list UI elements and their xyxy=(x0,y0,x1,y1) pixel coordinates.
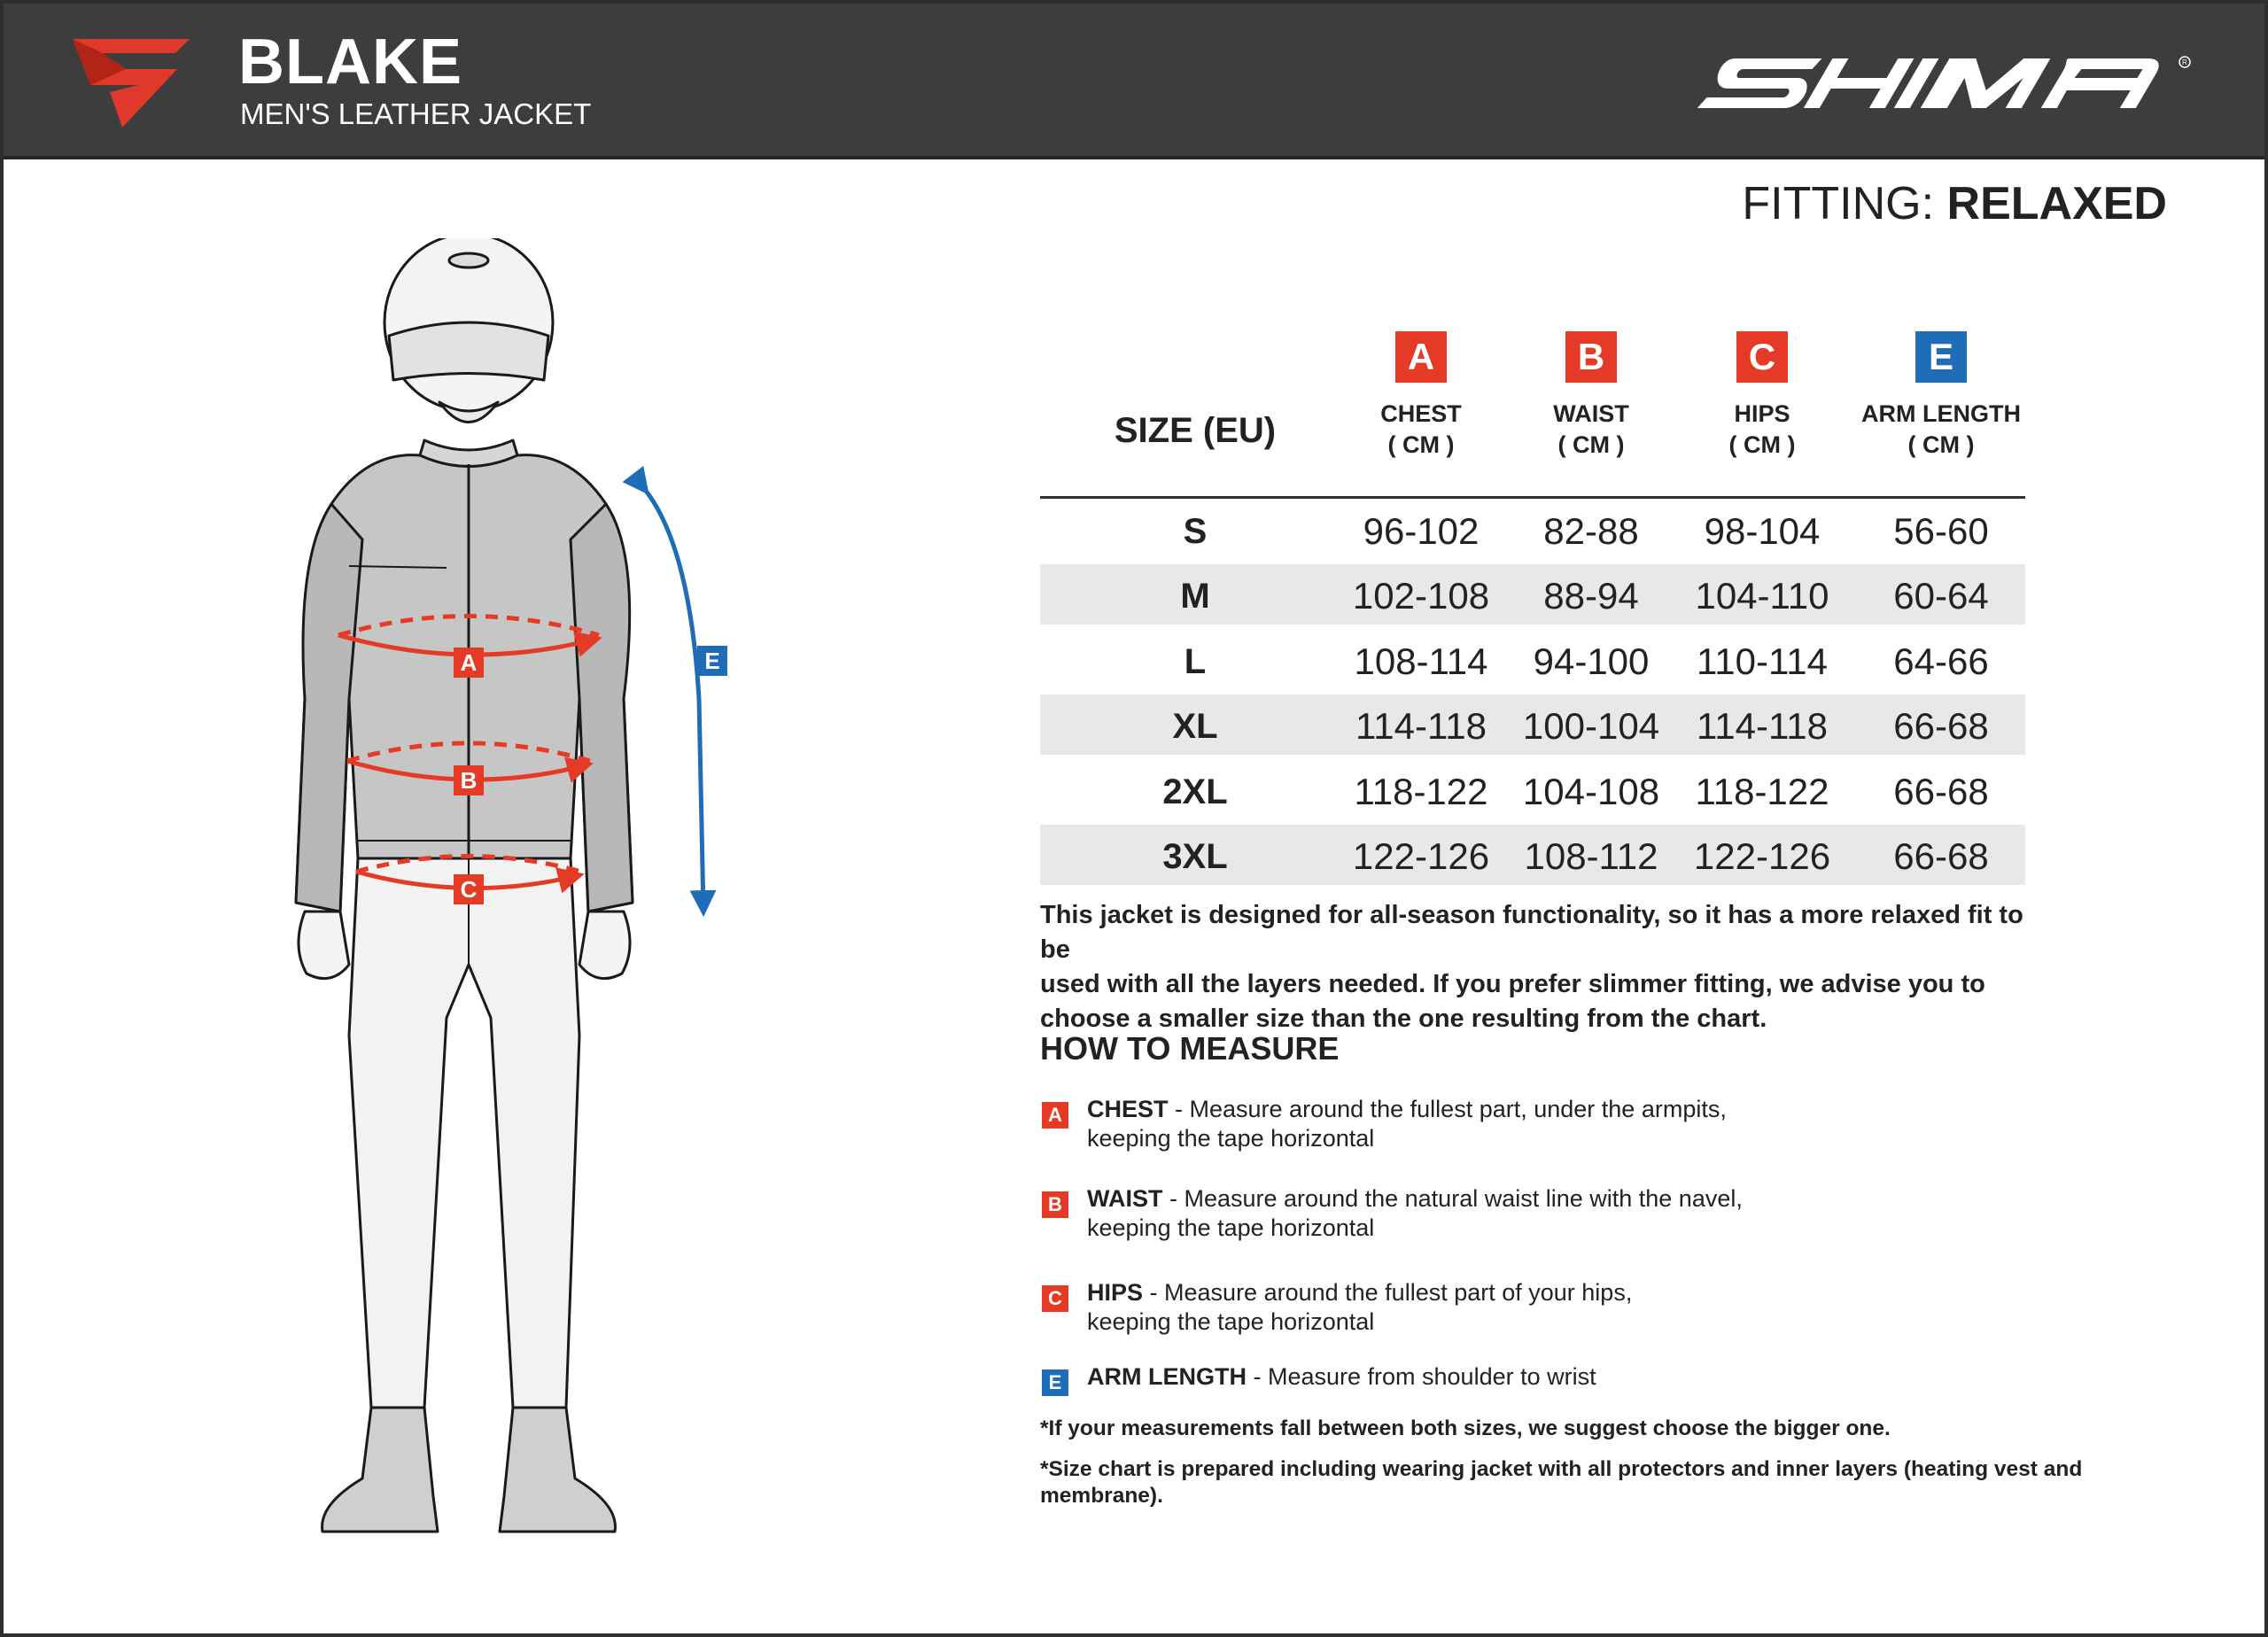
figure-marker-b: B xyxy=(460,767,478,794)
brand-mark-icon xyxy=(73,39,190,128)
arm-length-cell: 64-66 xyxy=(1893,640,1989,682)
column-letter-badge: B xyxy=(1565,331,1617,383)
step-text xyxy=(1087,1362,2008,1392)
column-header-arm-length xyxy=(1861,331,2021,461)
step-name: CHEST xyxy=(1087,1096,1169,1122)
step-name: WAIST xyxy=(1087,1185,1163,1212)
table-divider xyxy=(1040,496,2025,499)
column-unit: ( CM ) xyxy=(1907,431,1975,458)
table-row xyxy=(1040,500,2025,560)
step-desc: - Measure around the natural waist line with the navel, xyxy=(1162,1185,1743,1212)
step-name: ARM LENGTH xyxy=(1087,1363,1247,1390)
how-to-measure-title: HOW TO MEASURE xyxy=(1040,1030,1340,1067)
footnote-layers: *Size chart is prepared including wearing jacket with all protectors and inner layers (heating vest and membrane). xyxy=(1040,1457,2083,1508)
fit-note xyxy=(1040,898,2059,1036)
waist-cell: 100-104 xyxy=(1522,705,1660,747)
step-text xyxy=(1087,1095,2008,1153)
chest-cell: 96-102 xyxy=(1363,510,1480,552)
waist-cell: 82-88 xyxy=(1543,510,1639,552)
figure-marker-a: A xyxy=(460,649,478,676)
step-letter-badge: E xyxy=(1042,1369,1068,1396)
size-cell: M xyxy=(1180,577,1210,616)
step-letter-badge: C xyxy=(1042,1285,1068,1312)
hips-cell: 118-122 xyxy=(1695,771,1829,812)
hips-cell: 114-118 xyxy=(1697,705,1828,747)
column-label: CHEST xyxy=(1380,400,1462,427)
waist-cell: 88-94 xyxy=(1543,575,1639,617)
waist-cell: 108-112 xyxy=(1524,835,1658,877)
column-unit: ( CM ) xyxy=(1728,431,1796,458)
waist-cell: 94-100 xyxy=(1533,640,1650,682)
arm-length-cell: 66-68 xyxy=(1893,705,1989,747)
chest-cell: 122-126 xyxy=(1352,835,1490,877)
step-desc-2: keeping the tape horizontal xyxy=(1087,1308,1375,1335)
step-text xyxy=(1087,1278,2008,1337)
figure-marker-e: E xyxy=(704,648,720,674)
arm-length-cell: 60-64 xyxy=(1893,575,1989,617)
size-cell: 3XL xyxy=(1162,837,1228,876)
size-column-header: SIZE (EU) xyxy=(1114,411,1277,450)
fitting-label xyxy=(1742,178,2167,229)
chest-cell: 118-122 xyxy=(1354,771,1488,812)
fit-note-line: choose a smaller size than the one resulting from the chart. xyxy=(1040,1005,1767,1033)
hips-cell: 122-126 xyxy=(1693,835,1831,877)
fit-note-line: This jacket is designed for all-season functionality, so it has a more relaxed fit to be xyxy=(1040,901,2023,964)
column-label: WAIST xyxy=(1553,400,1629,427)
waist-cell: 104-108 xyxy=(1522,771,1660,812)
column-unit: ( CM ) xyxy=(1387,431,1455,458)
size-cell: 2XL xyxy=(1162,772,1228,811)
table-row xyxy=(1040,564,2025,625)
column-header-hips xyxy=(1682,331,1842,461)
column-letter-badge: C xyxy=(1736,331,1788,383)
product-name: BLAKE xyxy=(238,27,462,97)
column-unit: ( CM ) xyxy=(1557,431,1625,458)
table-row xyxy=(1040,630,2025,690)
step-letter-badge: A xyxy=(1042,1102,1068,1129)
header-bar xyxy=(4,4,2264,159)
arm-length-cell: 66-68 xyxy=(1893,771,1989,812)
step-desc: - Measure around the fullest part of your hips, xyxy=(1143,1279,1633,1306)
column-header-chest xyxy=(1341,331,1501,461)
step-name: HIPS xyxy=(1087,1279,1144,1306)
size-cell: L xyxy=(1184,642,1207,681)
hips-cell: 104-110 xyxy=(1695,575,1829,617)
column-letter-badge: A xyxy=(1395,331,1447,383)
column-letter-badge: E xyxy=(1915,331,1967,383)
table-row xyxy=(1040,825,2025,885)
column-label: HIPS xyxy=(1734,400,1790,427)
arm-length-cell: 66-68 xyxy=(1893,835,1989,877)
footnote-sizes: *If your measurements fall between both sizes, we suggest choose the bigger one. xyxy=(1040,1416,1891,1440)
fitting-prefix: FITTING: xyxy=(1742,178,1935,229)
chest-cell: 114-118 xyxy=(1355,705,1487,747)
size-cell: XL xyxy=(1172,707,1218,746)
table-header xyxy=(1040,322,2025,500)
fitting-value: RELAXED xyxy=(1946,178,2167,229)
table-row xyxy=(1040,694,2025,755)
chest-cell: 102-108 xyxy=(1352,575,1490,617)
product-subtitle: MEN'S LEATHER JACKET xyxy=(240,97,592,130)
column-label: ARM LENGTH xyxy=(1861,400,2021,427)
hips-cell: 110-114 xyxy=(1697,640,1828,682)
table-row xyxy=(1040,760,2025,820)
column-header-waist xyxy=(1511,331,1671,461)
step-text xyxy=(1087,1184,2008,1243)
shima-logo xyxy=(1696,55,2192,113)
svg-text:R: R xyxy=(2182,58,2187,66)
hips-cell: 98-104 xyxy=(1704,510,1821,552)
step-desc: - Measure from shoulder to wrist xyxy=(1246,1363,1596,1390)
arm-length-cell: 56-60 xyxy=(1893,510,1989,552)
motorcycle-rider-figure-icon xyxy=(207,238,739,1549)
step-desc-2: keeping the tape horizontal xyxy=(1087,1125,1375,1152)
size-cell: S xyxy=(1183,512,1208,551)
chest-cell: 108-114 xyxy=(1354,640,1488,682)
fit-note-line: used with all the layers needed. If you prefer slimmer fitting, we advise you to xyxy=(1040,970,1985,998)
figure-marker-c: C xyxy=(460,876,478,903)
step-letter-badge: B xyxy=(1042,1191,1068,1218)
step-desc-2: keeping the tape horizontal xyxy=(1087,1214,1375,1241)
step-desc: - Measure around the fullest part, under the armpits, xyxy=(1168,1096,1727,1122)
